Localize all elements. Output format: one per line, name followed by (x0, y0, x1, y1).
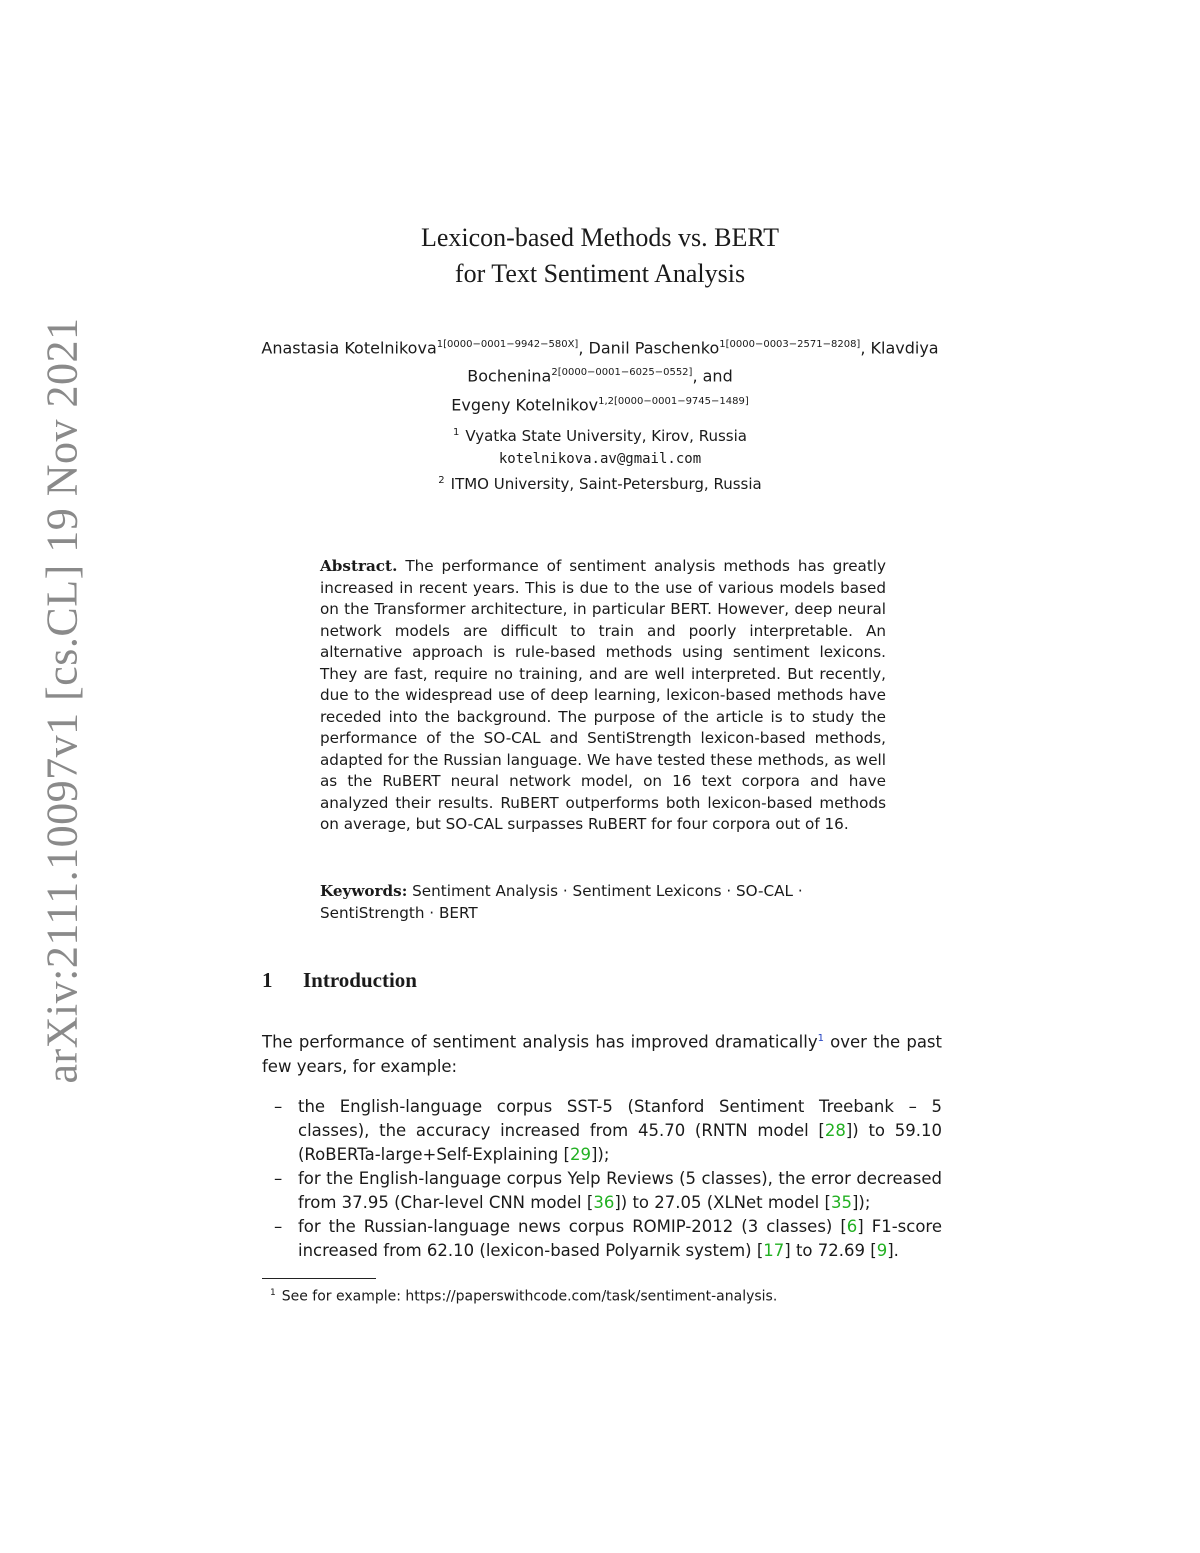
list-item (262, 1167, 942, 1215)
list-item-text: the English-language corpus SST-5 (Stanford Sentiment Treebank – 5 classes), the accuracy increased from 45.70 (RNTN model [ (298, 1097, 942, 1140)
section-title: Introduction (303, 968, 417, 992)
list-bullet: – (274, 1169, 283, 1188)
section-number: 1 (262, 968, 273, 992)
citation-link[interactable]: 29 (569, 1145, 591, 1164)
affiliation-1 (0, 422, 1200, 447)
affiliation-email[interactable] (0, 447, 1200, 470)
footnote-rule (262, 1278, 376, 1279)
intro-paragraph (262, 1027, 942, 1079)
keywords-text: Sentiment Analysis · Sentiment Lexicons · SO-CAL · SentiStrength · BERT (320, 882, 803, 922)
intro-text: The performance of sentiment analysis has improved dramatically (262, 1032, 818, 1052)
author-list: Anastasia Kotelnikova$^{1[0000-0001-9942-580X]}$, Danil Paschenko$^{1[0000-0003-2571-8208]}$, Klavdiya Bochenina$^{2[0000-0001-6025-0552]}$, and Evgeny Kotelnikov$^{1,2[0000-0001-9745-1489]}$ (261, 338, 939, 414)
title-line-1: Lexicon-based Methods vs. BERT (420, 223, 780, 252)
list-item-text: ]) to 59.10 (RoBERTa-large+Self-Explaining [ (298, 1121, 942, 1164)
paper-title (0, 220, 1200, 292)
list-item-text: ]. (887, 1241, 899, 1260)
section-heading (262, 968, 417, 993)
footnote-text[interactable]: See for example: https://paperswithcode.com/task/sentiment-analysis. (281, 1288, 778, 1305)
keywords-label: Keywords: (320, 882, 408, 900)
affiliation-text: Vyatka State University, Kirov, Russia (465, 427, 747, 445)
list-item-text: ]) to 27.05 (XLNet model [ (614, 1193, 831, 1212)
footnote-ref[interactable]: 1 (817, 1033, 824, 1044)
affiliation-2 (0, 470, 1200, 495)
author-orcid: 1,2[0000−0001−9745−1489] (598, 395, 749, 407)
list-item-text: ] F1-score increased from 62.10 (lexicon-based Polyarnik system) [ (298, 1217, 942, 1260)
author-name: Klavdiya Bochenina (467, 338, 939, 386)
author-name: Danil Paschenko (588, 338, 720, 358)
title-line-2: for Text Sentiment Analysis (454, 259, 746, 288)
citation-link[interactable]: 35 (830, 1193, 852, 1212)
list-item (262, 1095, 942, 1167)
example-list (262, 1095, 942, 1263)
citation-link[interactable]: 28 (824, 1121, 846, 1140)
keywords (320, 881, 886, 924)
list-bullet: – (274, 1097, 283, 1116)
intro-text-cont: over the past few years, for example: (262, 1032, 942, 1076)
citation-link[interactable]: 9 (876, 1241, 888, 1260)
affiliations (0, 422, 1200, 495)
author-orcid: 2[0000−0001−6025−0552] (551, 367, 693, 379)
list-item-text: for the Russian-language news corpus ROMIP-2012 (3 classes) [ (298, 1217, 847, 1236)
list-item-text: ]); (851, 1193, 871, 1212)
list-item-text: ]); (590, 1145, 610, 1164)
arxiv-sidebar (30, 270, 94, 1130)
citation-link[interactable]: 6 (846, 1217, 858, 1236)
footnote (262, 1283, 777, 1307)
affiliation-marker: 1 (453, 427, 460, 438)
abstract (320, 556, 886, 836)
author-name: Evgeny Kotelnikov (451, 394, 599, 414)
citation-link[interactable]: 17 (763, 1241, 785, 1260)
email-address[interactable]: kotelnikova.av@gmail.com (498, 451, 702, 467)
affiliation-marker: 2 (438, 475, 445, 486)
footnote-marker: 1 (270, 1288, 276, 1298)
list-item-text: ] to 72.69 [ (784, 1241, 877, 1260)
list-bullet: – (274, 1217, 283, 1236)
list-item-text: for the English-language corpus Yelp Reviews (5 classes), the error decreased from 37.95 (Char-level CNN model [ (298, 1169, 942, 1212)
author-name: Anastasia Kotelnikova (261, 338, 437, 358)
abstract-label: Abstract. (320, 557, 398, 575)
affiliation-text: ITMO University, Saint-Petersburg, Russia (450, 475, 762, 493)
author-orcid: 1[0000−0003−2571−8208] (719, 339, 861, 350)
citation-link[interactable]: 36 (593, 1193, 615, 1212)
author-orcid: 1[0000−0001−9942−580X] (436, 339, 579, 350)
arxiv-id: arXiv:2111.10097v1 [cs.CL] 19 Nov 2021 (37, 316, 87, 1084)
abstract-text: The performance of sentiment analysis methods has greatly increased in recent years. This is due to the use of various models based on the Transformer architecture, in particular BERT. However, deep neural network models are difficult to train and poorly interpretable. An alternative approach is rule-based methods using sentiment lexicons. They are fast, require no training, and are well interpreted. But recently, due to the widespread use of deep learning, lexicon-based methods have receded into the background. The purpose of the article is to study the performance of the SO-CAL and SentiStrength lexicon-based methods, adapted for the Russian language. We have tested these methods, as well as the RuBERT neural network model, on 16 text corpora and have analyzed their results. RuBERT outperforms both lexicon-based methods on average, but SO-CAL surpasses RuBERT for four corpora out of 16. (320, 557, 887, 833)
list-item (262, 1215, 942, 1263)
